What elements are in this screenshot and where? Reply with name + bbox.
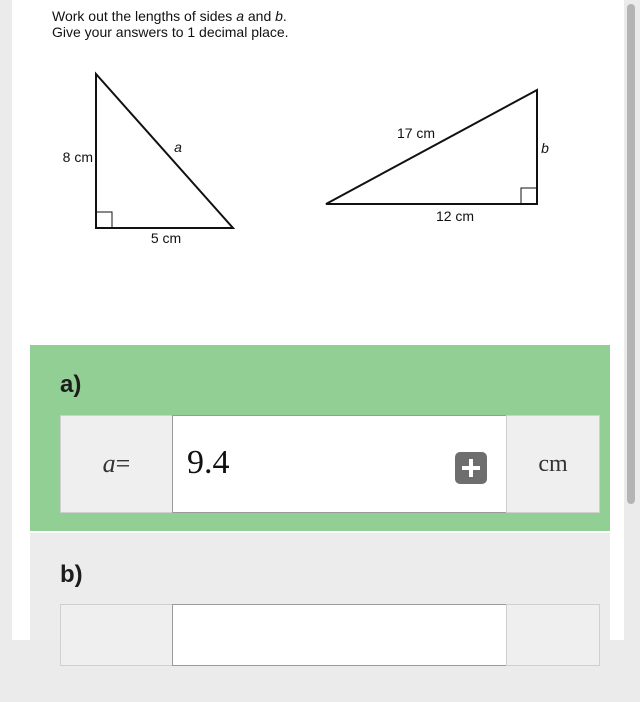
triangle-1-outline (96, 74, 233, 228)
variable-b: b (275, 8, 283, 24)
question-text-part: and (243, 8, 276, 24)
right-angle-marker (521, 188, 537, 204)
triangle-2-vertical-label: b (541, 140, 549, 156)
unit-cell-a: cm (506, 415, 600, 513)
part-a-label: a) (60, 371, 82, 398)
variable-a: a (236, 8, 244, 24)
answer-input-b[interactable] (172, 604, 507, 666)
variable-cell-b (60, 604, 173, 666)
question-text-part: . (282, 8, 287, 24)
triangle-2 (326, 90, 549, 224)
triangle-2-base-label: 12 cm (435, 208, 475, 224)
part-b-panel (30, 533, 610, 640)
triangle-1-vertical-label: 8 cm (62, 149, 93, 165)
answer-row-a (60, 415, 600, 513)
triangle-1-hypotenuse-label: a (174, 139, 182, 155)
question-text-part: Work out the lengths of sides (52, 8, 237, 24)
answer-row-b (60, 604, 600, 702)
triangle-2-hypotenuse-label: 17 cm (396, 125, 436, 141)
part-a-panel (30, 345, 610, 531)
triangle-2-outline (326, 90, 537, 204)
variable-cell-a (60, 415, 173, 513)
plus-icon[interactable] (455, 452, 487, 484)
equals-sign: = (115, 449, 131, 478)
triangle-1 (63, 74, 233, 246)
unit-cell-b (506, 604, 600, 666)
triangle-1-base-label: 5 cm (150, 230, 182, 246)
triangles-diagram (0, 0, 640, 330)
answer-input-a[interactable] (172, 415, 507, 513)
right-angle-marker (96, 212, 112, 228)
part-b-label: b) (60, 561, 83, 588)
question-line-2: Give your answers to 1 decimal place. (52, 24, 289, 40)
variable-symbol: a (102, 449, 116, 478)
answer-value: 9.4 (187, 444, 230, 481)
